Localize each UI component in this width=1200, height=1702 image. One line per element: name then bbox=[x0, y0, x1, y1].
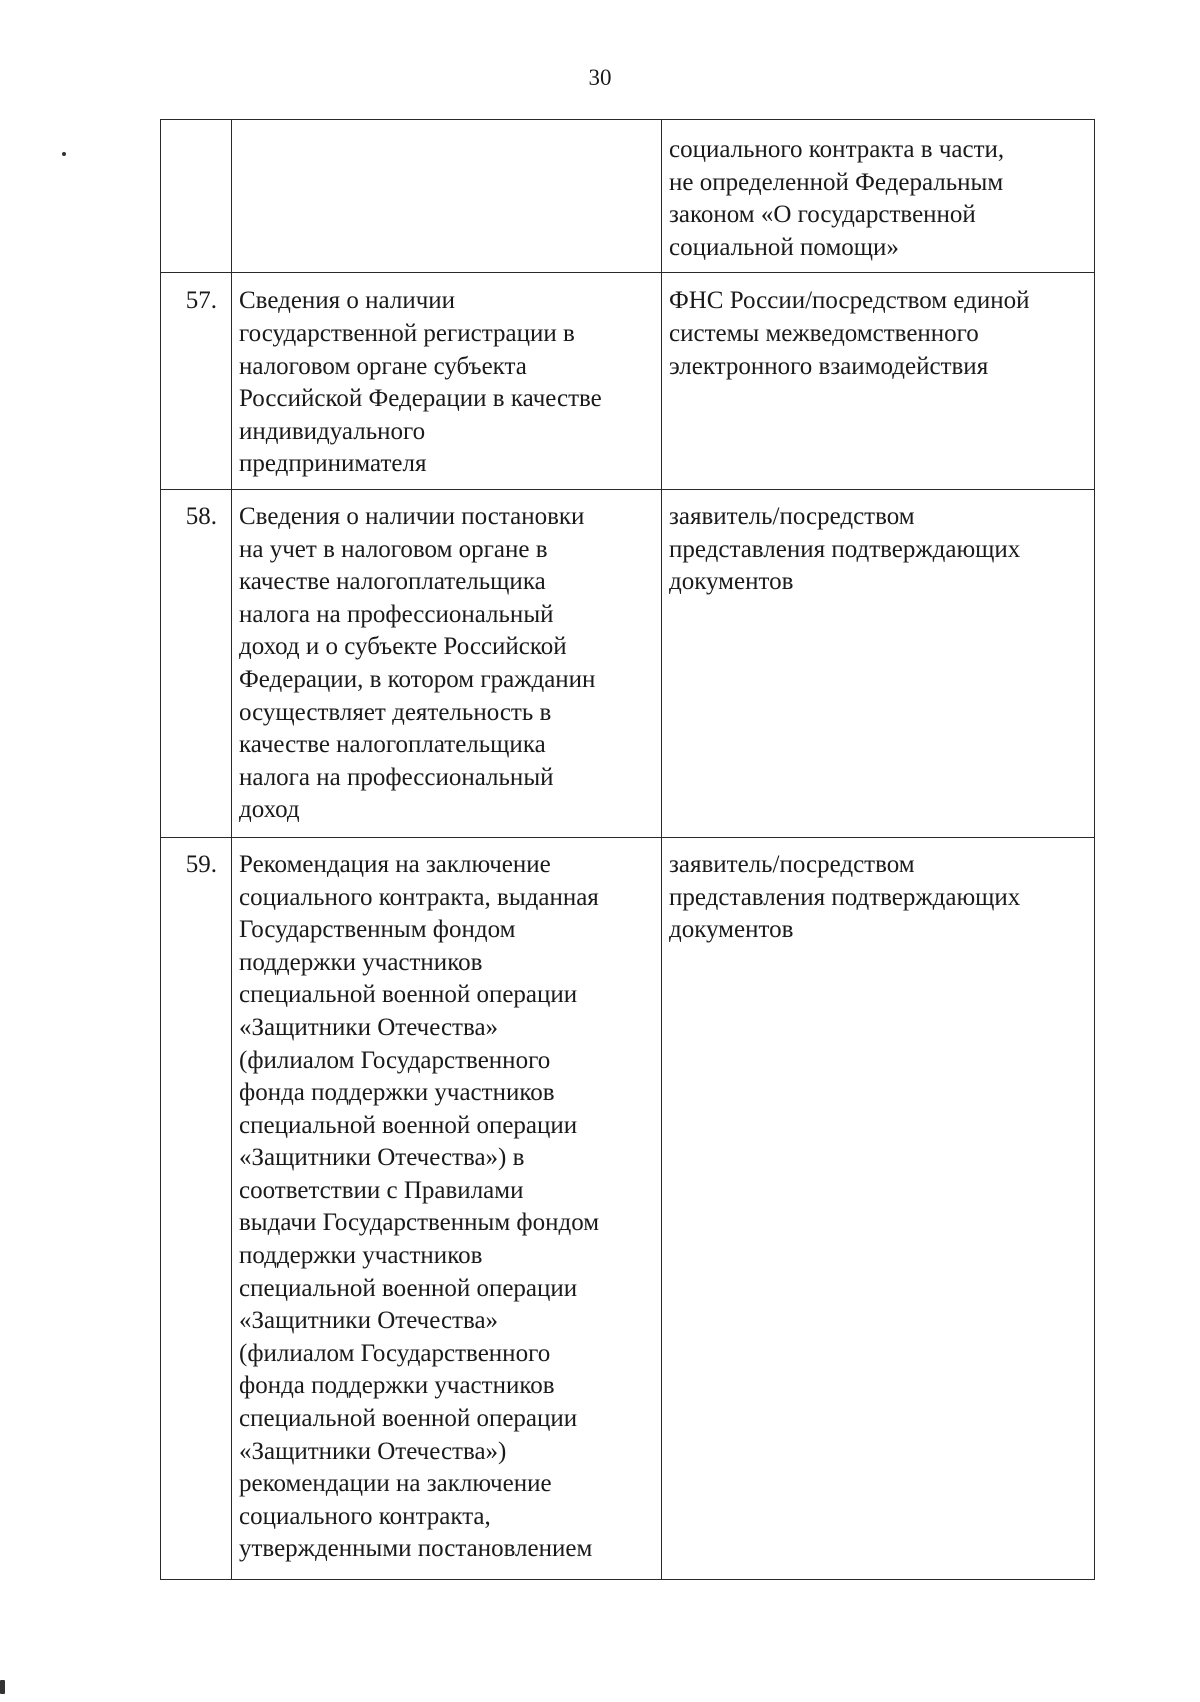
scan-speck bbox=[0, 1680, 5, 1694]
document-table bbox=[160, 119, 1095, 1580]
info-cell bbox=[232, 120, 662, 273]
page-number: 30 bbox=[588, 65, 612, 90]
info-cell: Сведения о наличии государственной регистрации в налоговом органе субъекта Российской Федерации в качестве индивидуального предпринимателя bbox=[232, 273, 662, 490]
source-cell: заявитель/посредством представления подтверждающих документов bbox=[662, 837, 1095, 1579]
scan-speck bbox=[62, 152, 66, 156]
row-number-cell: 57. bbox=[161, 273, 232, 490]
info-cell: Сведения о наличии постановки на учет в налоговом органе в качестве налогоплательщика налога на профессиональный доход и о субъекте Российской Федерации, в котором гражданин осуществляет деятельность в качестве налогоплательщика налога на профессиональный доход bbox=[232, 489, 662, 837]
row-number-cell: 58. bbox=[161, 489, 232, 837]
table-row-59 bbox=[161, 837, 1095, 1579]
table-row-57 bbox=[161, 273, 1095, 490]
row-number-cell bbox=[161, 120, 232, 273]
table-row-continuation bbox=[161, 120, 1095, 273]
info-cell: Рекомендация на заключение социального контракта, выданная Государственным фондом поддержки участников специальной военной операции «Защитники Отечества» (филиалом Государственного фонда поддержки участников специальной военной операции «Защитники Отечества») в соответствии с Правилами выдачи Государственным фондом поддержки участников специальной военной операции «Защитники Отечества» (филиалом Государственного фонда поддержки участников специальной военной операции «Защитники Отечества») рекомендации на заключение социального контракта, утвержденными постановлением bbox=[232, 837, 662, 1579]
table-row-58 bbox=[161, 489, 1095, 837]
row-number-cell: 59. bbox=[161, 837, 232, 1579]
source-cell: социального контракта в части, не определенной Федеральным законом «О государственной социальной помощи» bbox=[662, 120, 1095, 273]
source-cell: заявитель/посредством представления подтверждающих документов bbox=[662, 489, 1095, 837]
source-cell: ФНС России/посредством единой системы межведомственного электронного взаимодействия bbox=[662, 273, 1095, 490]
